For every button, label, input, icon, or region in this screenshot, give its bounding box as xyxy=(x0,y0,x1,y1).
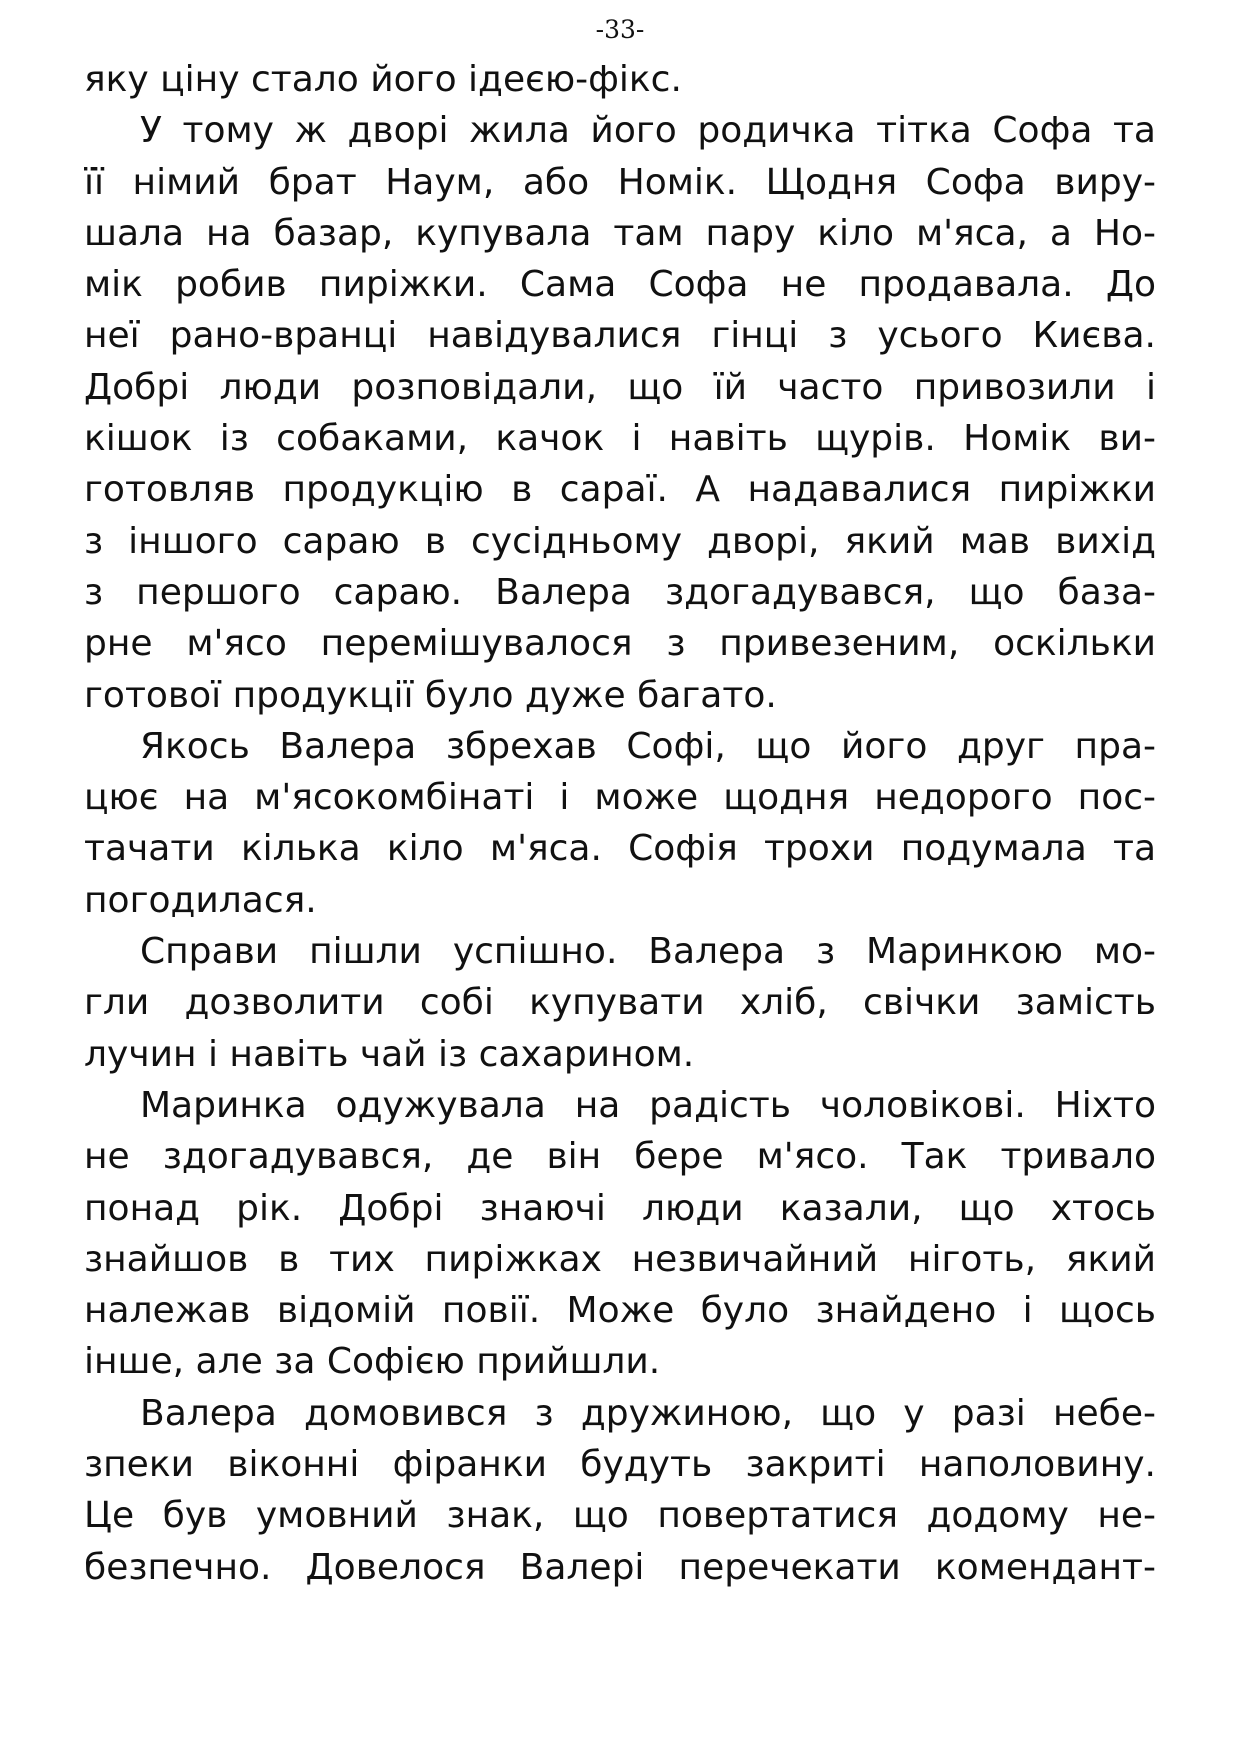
text-line: знайшов в тих пиріжках незвичайний ніготь, який xyxy=(84,1238,1156,1280)
text-line: тачати кілька кіло м'яса. Софія трохи подумала та xyxy=(84,828,1156,870)
text-line: шала на базар, купувала там пару кіло м'яса, а Но- xyxy=(84,212,1156,254)
text-line: цює на м'ясокомбінаті і може щодня недорого пос- xyxy=(84,777,1156,819)
text-line: не здогадувався, де він бере м'ясо. Так тривало xyxy=(84,1136,1156,1178)
text-line: неї рано-вранці навідувалися гінці з усього Києва. xyxy=(84,315,1156,357)
text-line: готової продукції було дуже багато. xyxy=(84,674,777,716)
text-line: Маринка одужувала на радість чоловікові. Ніхто xyxy=(140,1084,1156,1126)
text-line: погодилася. xyxy=(84,879,317,921)
text-line: безпечно. Довелося Валері перечекати комендант- xyxy=(84,1546,1156,1588)
text-line: гли дозволити собі купувати хліб, свічки замість xyxy=(84,982,1156,1024)
text-line: Валера домовився з дружиною, що у разі небе- xyxy=(140,1392,1156,1434)
text-line: У тому ж дворі жила його родичка тітка Софа та xyxy=(140,110,1156,152)
text-line: належав відомій повії. Може було знайдено і щось xyxy=(84,1290,1156,1332)
paragraph xyxy=(84,1388,1156,1593)
paragraph xyxy=(84,1080,1156,1388)
text-line: готовляв продукцію в сараї. А надавалися пиріжки xyxy=(84,469,1156,511)
text-line: з першого сараю. Валера здогадувався, що база- xyxy=(84,571,1156,613)
text-line: лучин і навіть чай із сахарином. xyxy=(84,1033,695,1075)
text-line: кішок із собаками, качок і навіть щурів. Номік ви- xyxy=(84,418,1156,460)
text-line: з іншого сараю в сусідньому дворі, який мав вихід xyxy=(84,520,1156,562)
text-line: Якось Валера збрехав Софі, що його друг пра- xyxy=(140,725,1156,767)
text-line: мік робив пиріжки. Сама Софа не продавала. До xyxy=(84,264,1156,306)
paragraph xyxy=(84,926,1156,1080)
paragraph xyxy=(84,721,1156,926)
text-line: Добрі люди розповідали, що їй часто привозили і xyxy=(84,366,1156,408)
text-line: рне м'ясо перемішувалося з привезеним, оскільки xyxy=(84,623,1156,665)
text-line: зпеки віконні фіранки будуть закриті наполовину. xyxy=(84,1444,1156,1486)
paragraph xyxy=(84,54,1156,105)
page-number: -33- xyxy=(595,15,645,44)
text-line: її німий брат Наум, або Номік. Щодня Софа виру- xyxy=(84,161,1156,203)
text-line: яку ціну стало його ідеєю-фікс. xyxy=(84,59,682,100)
page-body xyxy=(84,54,1156,1593)
text-line: Справи пішли успішно. Валера з Маринкою мо- xyxy=(140,931,1156,973)
text-line: Це був умовний знак, що повертатися додому не- xyxy=(84,1495,1156,1537)
text-line: інше, але за Софією прийшли. xyxy=(84,1341,661,1383)
paragraph xyxy=(84,105,1156,721)
text-line: понад рік. Добрі знаючі люди казали, що хтось xyxy=(84,1187,1156,1229)
